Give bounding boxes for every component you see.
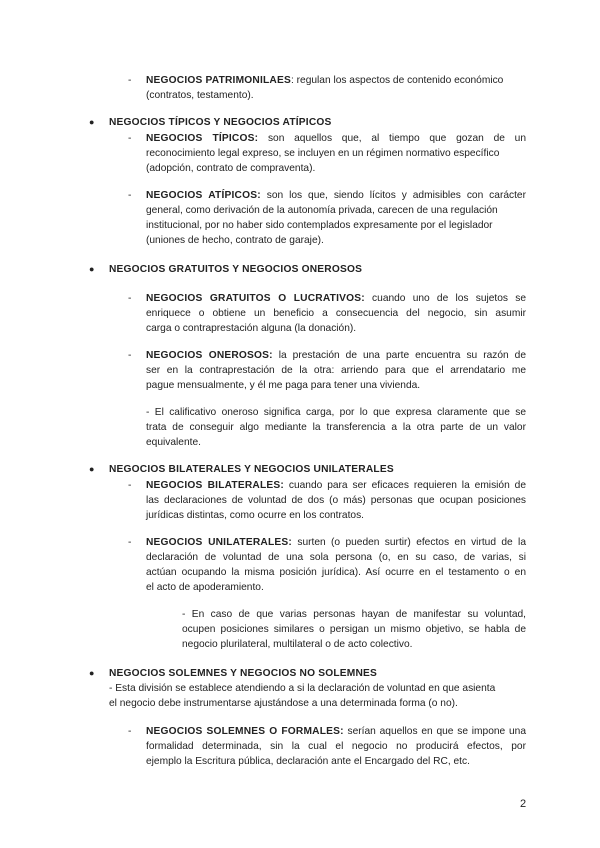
dash-marker: - xyxy=(128,133,132,144)
term: NEGOCIOS SOLEMNES O FORMALES: xyxy=(146,726,344,737)
paragraph-line: NEGOCIOS ONEROSOS: la prestación de una parte encuentra su razón de xyxy=(146,350,526,361)
paragraph-line: pague mensualmente, y él me paga para tener una vivienda. xyxy=(146,380,421,391)
dash-marker: - xyxy=(128,726,132,737)
paragraph-line: equivalente. xyxy=(146,437,201,448)
paragraph-line: reconocimiento legal expreso, se incluyen en un régimen normativo específico xyxy=(146,148,500,159)
paragraph-line: ser en la contraprestación de la otra: arriendo para que el arrendatario me xyxy=(146,365,526,376)
term: NEGOCIOS UNILATERALES: xyxy=(146,537,292,548)
paragraph-line: NEGOCIOS TÍPICOS: son aquellos que, al tiempo que gozan de un xyxy=(146,133,526,144)
bullet-icon: ● xyxy=(89,668,95,678)
page-number: 2 xyxy=(520,798,527,810)
paragraph-line: NEGOCIOS UNILATERALES: surten (o pueden surtir) efectos en virtud de la xyxy=(146,537,526,548)
paragraph-line: NEGOCIOS BILATERALES: cuando para ser eficaces requieren la emisión de xyxy=(146,480,526,491)
paragraph-line: formalidad determinada, sin la cual el negocio no producirá efectos, por xyxy=(146,741,526,752)
paragraph-line: carga o contraprestación alguna (la donación). xyxy=(146,323,357,334)
paragraph-line: - Esta división se establece atendiendo a si la declaración de voluntad en que asienta xyxy=(109,683,496,694)
paragraph-line: negocio plurilateral, multilateral o de acto colectivo. xyxy=(182,639,413,650)
paragraph-line: las declaraciones de voluntad de dos (o más) personas que ocupan posiciones xyxy=(146,495,526,506)
section-heading: NEGOCIOS TÍPICOS Y NEGOCIOS ATÍPICOS xyxy=(109,117,332,128)
paragraph-line: declaración de voluntad de una sola persona (o, en su caso, de varias, si xyxy=(146,552,526,563)
paragraph-line: NEGOCIOS PATRIMONILAES: regulan los aspectos de contenido económico xyxy=(146,75,504,86)
dash-marker: - xyxy=(128,537,132,548)
bullet-icon: ● xyxy=(89,117,95,127)
term: NEGOCIOS GRATUITOS O LUCRATIVOS: xyxy=(146,293,365,304)
paragraph-line: actúan ocupando la misma posición jurídica). Así ocurre en el testamento o en xyxy=(146,567,526,578)
paragraph-line: trata de conseguir algo mediante la transferencia a la otra parte de un valor xyxy=(146,422,526,433)
paragraph-line: NEGOCIOS ATÍPICOS: son los que, siendo lícitos y admisibles con carácter xyxy=(146,190,526,201)
term: NEGOCIOS ONEROSOS: xyxy=(146,350,273,361)
term: NEGOCIOS BILATERALES: xyxy=(146,480,284,491)
bullet-icon: ● xyxy=(89,264,95,274)
term: NEGOCIOS ATÍPICOS: xyxy=(146,190,261,201)
term: NEGOCIOS PATRIMONILAES xyxy=(146,75,291,86)
paragraph-line: institucional, por no haber sido contemplados expresamente por el legislador xyxy=(146,220,493,231)
paragraph-line: ocupen posiciones similares o persigan un mismo objetivo, se habla de xyxy=(182,624,526,635)
paragraph-line: (adopción, contrato de compraventa). xyxy=(146,163,316,174)
paragraph-line: NEGOCIOS GRATUITOS O LUCRATIVOS: cuando uno de los sujetos se xyxy=(146,293,526,304)
section-heading: NEGOCIOS GRATUITOS Y NEGOCIOS ONEROSOS xyxy=(109,264,363,275)
dash-marker: - xyxy=(128,190,132,201)
term: NEGOCIOS TÍPICOS: xyxy=(146,133,259,144)
paragraph-line: (uniones de hecho, contrato de garaje). xyxy=(146,235,324,246)
paragraph-line: jurídicas distintas, como ocurre en los contratos. xyxy=(146,510,364,521)
paragraph-line: enriquece o obtiene un beneficio a consecuencia del negocio, sin asumir xyxy=(146,308,526,319)
bullet-icon: ● xyxy=(89,464,95,474)
paragraph-line: el acto de apoderamiento. xyxy=(146,582,264,593)
paragraph-line: el negocio debe instrumentarse ajustándose a una determinada forma (o no). xyxy=(109,698,458,709)
section-heading: NEGOCIOS SOLEMNES Y NEGOCIOS NO SOLEMNES xyxy=(109,668,378,679)
dash-marker: - xyxy=(128,75,132,86)
dash-marker: - xyxy=(128,480,132,491)
paragraph-line: NEGOCIOS SOLEMNES O FORMALES: serían aquellos en que se impone una xyxy=(146,726,526,737)
paragraph-line: general, como derivación de la autonomía privada, carecen de una regulación xyxy=(146,205,498,216)
dash-marker: - xyxy=(128,293,132,304)
section-heading: NEGOCIOS BILATERALES Y NEGOCIOS UNILATERALES xyxy=(109,464,394,475)
paragraph-line: - El calificativo oneroso significa carga, por lo que expresa claramente que se xyxy=(146,407,526,418)
dash-marker: - xyxy=(128,350,132,361)
paragraph-line: ejemplo la Escritura pública, declaración ante el Encargado del RC, etc. xyxy=(146,756,470,767)
paragraph-line: (contratos, testamento). xyxy=(146,90,254,101)
paragraph-line: - En caso de que varias personas hayan de manifestar su voluntad, xyxy=(182,609,526,620)
